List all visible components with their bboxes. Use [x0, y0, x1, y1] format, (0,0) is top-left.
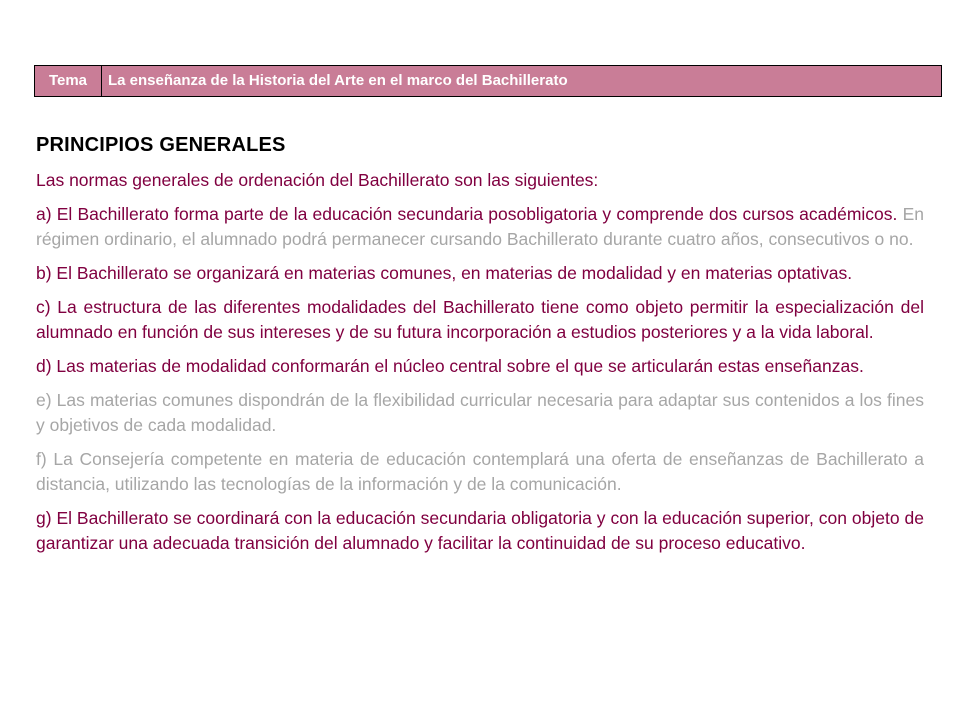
section-heading: PRINCIPIOS GENERALES — [36, 134, 286, 156]
topic-header-row — [35, 66, 942, 97]
topic-label: Tema — [35, 66, 102, 97]
intro-paragraph: Las normas generales de ordenación del Bachillerato son las siguientes: — [36, 170, 599, 190]
principle-item-f: f) La Consejería competente en materia de educación contemplará una oferta de enseñanzas de Bachillerato a distancia, utilizando las tecnologías de la información y de la comunicación. — [36, 449, 924, 494]
principle-item-a-faded-text: En régimen ordinario, el alumnado podrá permanecer cursando Bachillerato durante cuatro años, consecutivos o no. — [36, 204, 924, 249]
principle-item-e: e) Las materias comunes dispondrán de la flexibilidad curricular necesaria para adaptar sus contenidos a los fines y objetivos de cada modalidad. — [36, 390, 924, 435]
principle-item-g: g) El Bachillerato se coordinará con la educación secundaria obligatoria y con la educación superior, con objeto de garantizar una adecuada transición del alumnado y facilitar la continuidad de su proceso educativo. — [36, 508, 924, 553]
principle-item-b: b) El Bachillerato se organizará en materias comunes, en materias de modalidad y en materias optativas. — [36, 263, 853, 283]
principle-item-a-text: a) El Bachillerato forma parte de la educación secundaria posobligatoria y comprende dos cursos académicos. — [36, 204, 898, 224]
principle-item-d: d) Las materias de modalidad conformarán el núcleo central sobre el que se articularán estas enseñanzas. — [36, 356, 864, 376]
document-body — [36, 130, 924, 565]
topic-header-table — [34, 65, 942, 97]
principle-item-a — [36, 202, 924, 252]
principle-item-c: c) La estructura de las diferentes modalidades del Bachillerato tiene como objeto permitir la especialización del alumnado en función de sus intereses y de su futura incorporación a estudios posteriores y a la vida laboral. — [36, 297, 924, 342]
topic-title: La enseñanza de la Historia del Arte en el marco del Bachillerato — [102, 66, 942, 97]
